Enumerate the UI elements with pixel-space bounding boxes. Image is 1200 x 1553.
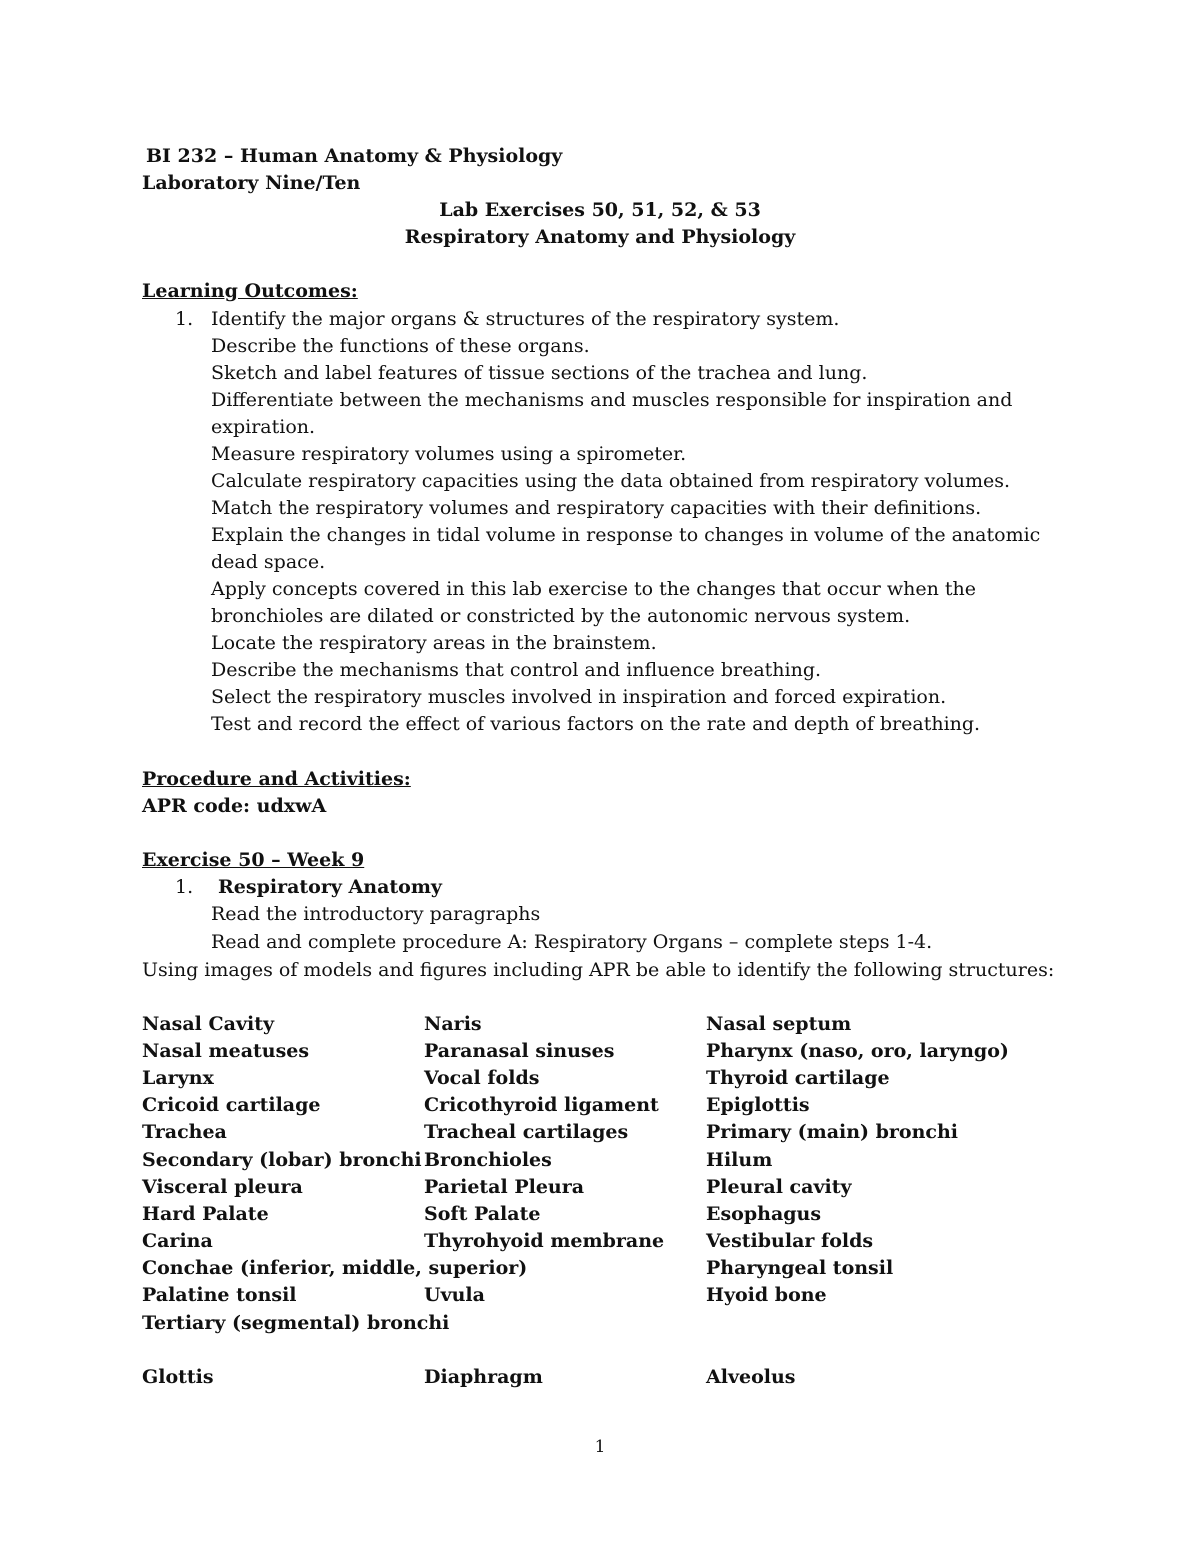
outcome-line: Test and record the effect of various factors on the rate and depth of breathing. — [211, 713, 981, 735]
outcome-line: expiration. — [211, 416, 316, 438]
structure-item: Conchae (inferior, middle, superior) — [142, 1257, 528, 1279]
structure-item: Tertiary (segmental) bronchi — [142, 1312, 450, 1334]
structure-item: Thyroid cartilage — [706, 1067, 890, 1089]
topic-title: Respiratory Anatomy and Physiology — [404, 226, 796, 248]
structure-item: Uvula — [424, 1284, 485, 1306]
outcome-line: Differentiate between the mechanisms and muscles responsible for inspiration and — [211, 389, 1013, 411]
structure-item: Visceral pleura — [142, 1176, 303, 1198]
structure-item: Pharyngeal tonsil — [706, 1257, 894, 1279]
list-number: 1. — [175, 308, 194, 330]
outcome-line: Measure respiratory volumes using a spirometer. — [211, 443, 687, 465]
structure-item: Hard Palate — [142, 1203, 269, 1225]
exercise-item-title: Respiratory Anatomy — [218, 876, 442, 898]
structure-item: Cricothyroid ligament — [424, 1094, 659, 1116]
structure-item: Alveolus — [706, 1366, 796, 1388]
structure-item: Hilum — [706, 1149, 773, 1171]
structure-item: Vocal folds — [424, 1067, 540, 1089]
structure-item: Hyoid bone — [706, 1284, 827, 1306]
structure-item: Epiglottis — [706, 1094, 810, 1116]
exercises-title: Lab Exercises 50, 51, 52, & 53 — [439, 199, 761, 221]
structure-item: Trachea — [142, 1121, 227, 1143]
structure-item: Paranasal sinuses — [424, 1040, 615, 1062]
outcome-line: Apply concepts covered in this lab exercise to the changes that occur when the — [211, 578, 977, 600]
exercise-50-heading: Exercise 50 – Week 9 — [142, 849, 365, 871]
structure-item: Glottis — [142, 1366, 214, 1388]
structure-item: Naris — [424, 1013, 482, 1035]
structure-item: Palatine tonsil — [142, 1284, 297, 1306]
structure-item: Pleural cavity — [706, 1176, 852, 1198]
structure-item: Larynx — [142, 1067, 214, 1089]
outcome-line: Calculate respiratory capacities using the data obtained from respiratory volumes. — [211, 470, 1011, 492]
structure-item: Thyrohyoid membrane — [424, 1230, 665, 1252]
structure-item: Bronchioles — [424, 1149, 552, 1171]
outcome-line: Locate the respiratory areas in the brainstem. — [211, 632, 657, 654]
outcome-line: Select the respiratory muscles involved in inspiration and forced expiration. — [211, 686, 947, 708]
outcome-line: Describe the mechanisms that control and influence breathing. — [211, 659, 822, 681]
course-title: BI 232 – Human Anatomy & Physiology — [146, 145, 563, 167]
structure-item: Esophagus — [706, 1203, 822, 1225]
structure-item: Cricoid cartilage — [142, 1094, 321, 1116]
outcome-line: Identify the major organs & structures of the respiratory system. — [211, 308, 840, 330]
structure-item: Nasal Cavity — [142, 1013, 275, 1035]
structure-item: Tracheal cartilages — [424, 1121, 629, 1143]
structure-item: Primary (main) bronchi — [706, 1121, 959, 1143]
apr-code: APR code: udxwA — [142, 795, 327, 817]
structure-item: Soft Palate — [424, 1203, 541, 1225]
structure-item: Vestibular folds — [706, 1230, 874, 1252]
outcome-line: bronchioles are dilated or constricted by the autonomic nervous system. — [211, 605, 911, 627]
instruction-line: Read the introductory paragraphs — [211, 903, 541, 925]
procedure-heading: Procedure and Activities: — [142, 768, 411, 790]
structure-item: Carina — [142, 1230, 213, 1252]
structure-item: Pharynx (naso, oro, laryngo) — [706, 1040, 1009, 1062]
structure-item: Parietal Pleura — [424, 1176, 585, 1198]
structure-item: Secondary (lobar) bronchi — [142, 1149, 422, 1171]
structure-item: Nasal septum — [706, 1013, 852, 1035]
outcome-line: Match the respiratory volumes and respiratory capacities with their definitions. — [211, 497, 982, 519]
list-number: 1. — [175, 876, 194, 898]
outcome-line: Explain the changes in tidal volume in response to changes in volume of the anatomic — [211, 524, 1041, 546]
structure-item: Diaphragm — [424, 1366, 543, 1388]
outcome-line: Sketch and label features of tissue sections of the trachea and lung. — [211, 362, 868, 384]
lab-title: Laboratory Nine/Ten — [142, 172, 361, 194]
structure-item: Nasal meatuses — [142, 1040, 310, 1062]
outcome-line: dead space. — [211, 551, 326, 573]
instruction-line: Using images of models and figures including APR be able to identify the following structures: — [142, 959, 1055, 981]
page-number: 1 — [594, 1437, 606, 1457]
learning-outcomes-heading: Learning Outcomes: — [142, 280, 358, 302]
outcome-line: Describe the functions of these organs. — [211, 335, 590, 357]
instruction-line: Read and complete procedure A: Respiratory Organs – complete steps 1-4. — [211, 931, 933, 953]
